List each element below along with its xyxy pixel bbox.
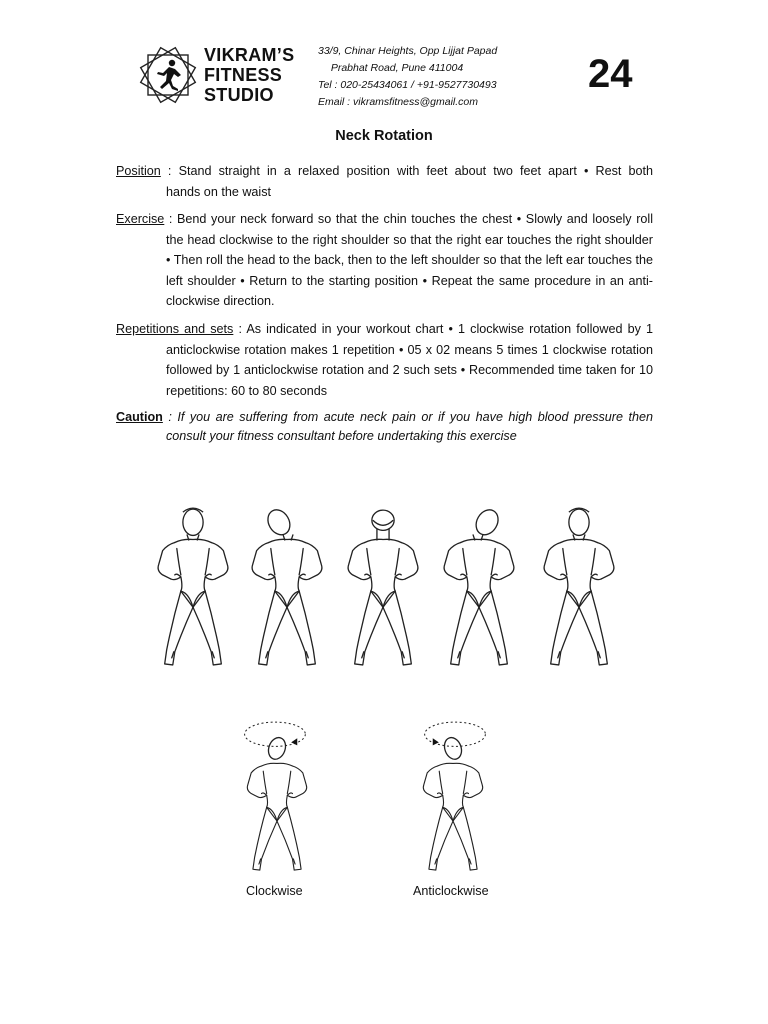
logo-line-3: STUDIO [204,85,274,105]
rotation-path [425,722,486,746]
repetitions-text: As indicated in your workout chart • 1 clockwise rotation followed by 1 [246,322,653,336]
figure-clockwise [236,714,318,882]
clockwise-arrow-icon [291,738,297,745]
figure-tilt-left [438,498,520,670]
studio-address [318,43,498,111]
position-label: Position [116,164,161,178]
position-text-cont: hands on the waist [166,184,272,199]
repetitions-text-cont: anticlockwise rotation makes 1 repetition • 05 x 02 means 5 times 1 clockwise rotation followed by 1 anticlockwise rotation and 2 such sets • Recommended time taken for 10 repetitions: 60 to 80 seconds [166,342,653,398]
email-line: Email : vikramsfitness@gmail.com [318,96,479,108]
separator: : [160,164,179,178]
caution-section [116,408,653,446]
position-section [116,161,653,202]
anticlockwise-caption: Anticlockwise [413,884,489,898]
logo-line-1: VIKRAM’S [204,45,295,65]
separator: : [233,322,247,336]
figure-head-back [342,498,424,670]
page-title: Neck Rotation [335,128,433,144]
figure-tilt-right [246,498,328,670]
repetitions-label: Repetitions and sets [116,322,234,336]
runner-logo-icon [136,43,200,107]
figure-chin-down [152,498,234,670]
clockwise-caption: Clockwise [246,884,303,898]
address-line: Prabhat Road, Pune 411004 [330,62,464,74]
address-line: 33/9, Chinar Heights, Opp Lijjat Papad [318,45,498,57]
separator: : [162,410,178,424]
figure-start-position [538,498,620,670]
figure-anticlockwise [412,714,494,882]
exercise-text: Bend your neck forward so that the chin touches the chest • Slowly and loosely roll [177,212,654,226]
phone-line: Tel : 020-25434061 / +91-9527730493 [318,79,497,91]
position-text: Stand straight in a relaxed position with feet about two feet apart • Rest both [178,164,653,178]
studio-logo [136,42,295,108]
exercise-section [116,209,653,312]
rotation-path [245,722,306,746]
caution-text: If you are suffering from acute neck pain or if you have high blood pressure then [177,410,653,424]
anticlockwise-arrow-icon [433,738,439,745]
separator: : [164,212,178,226]
page-number: 24 [588,52,633,96]
caution-text-cont: consult your fitness consultant before undertaking this exercise [166,429,517,443]
repetitions-section [116,319,653,401]
caution-label: Caution [116,410,163,424]
exercise-text-cont: the head clockwise to the right shoulder so that the right ear touches the right shoulder • Then roll the head to the back, then to the left shoulder so that the left ear touches the left shoulder • Return to the starting position • Repeat the same procedure in an anti-clockwise direction. [166,232,653,308]
logo-line-2: FITNESS [204,65,283,85]
exercise-label: Exercise [116,212,165,226]
